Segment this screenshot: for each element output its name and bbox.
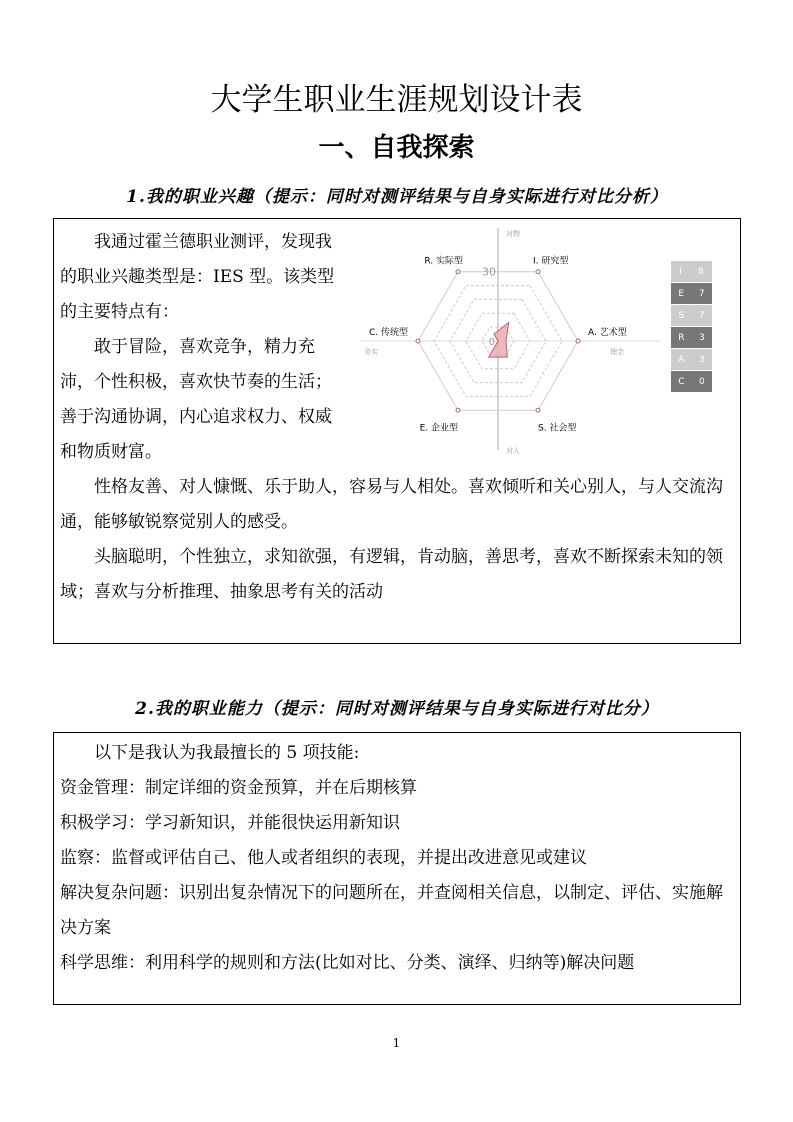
score-box-R [671, 327, 712, 348]
score-box-E [671, 283, 712, 304]
score-code: C [678, 376, 685, 387]
page-title: 大学生职业生涯规划设计表 [210, 82, 583, 118]
score-value: 0 [699, 376, 705, 387]
ability-line: 以下是我认为我最擅长的 5 项技能: [94, 743, 360, 763]
interest-paragraph: 我通过霍兰德职业测评，发现我的职业兴趣类型是：IES 型。该类型的主要特点有： [60, 232, 335, 322]
interest-heading: 1.我的职业兴趣（提示：同时对测评结果与自身实际进行对比分析） [126, 187, 668, 207]
direction-label-right: 理念 [610, 348, 624, 356]
axis-vertex [456, 408, 460, 412]
score-box-A [671, 349, 712, 370]
score-code: A [678, 354, 685, 365]
score-value: 7 [698, 310, 705, 321]
axis-label: I. 研究型 [533, 256, 569, 267]
ability-line: 积极学习：学习新知识，并能很快运用新知识 [60, 813, 400, 833]
axis-vertex [536, 270, 540, 274]
score-code: R [678, 332, 685, 343]
interest-paragraph: 敢于冒险，喜欢竞争，精力充沛，个性积极，喜欢快节奏的生活；善于沟通协调，内心追求权力、权威和物质财富。 [60, 337, 332, 462]
score-value: 7 [698, 288, 705, 299]
score-value: 3 [698, 354, 705, 365]
ability-line: 解决复杂问题：识别出复杂情况下的问题所在，并查阅相关信息，以制定、评估、实施解决方案 [60, 883, 723, 938]
axis-label: E. 企业型 [419, 423, 458, 434]
score-box-S [671, 305, 712, 326]
interest-paragraph: 头脑聪明，个性独立，求知欲强，有逻辑，肯动脑，善思考，喜欢不断探索未知的领域；喜欢与分析推理、抽象思考有关的活动 [60, 547, 723, 602]
ability-box [53, 732, 741, 1005]
ability-line: 科学思维：利用科学的规则和方法(比如对比、分类、演绎、归纳等)解决问题 [60, 953, 635, 973]
holland-radar-chart [360, 220, 660, 460]
tick-label: 0 [488, 337, 495, 348]
axis-label: S. 社会型 [538, 423, 577, 434]
direction-label-bottom: 对人 [506, 447, 520, 455]
score-box-C [671, 371, 712, 392]
axis-vertex [416, 339, 420, 343]
ability-line: 资金管理：制定详细的资金预算，并在后期核算 [60, 778, 417, 798]
axis-vertex [536, 408, 540, 412]
score-value: 8 [698, 266, 704, 277]
ability-heading: 2.我的职业能力（提示：同时对测评结果与自身实际进行对比分） [135, 699, 659, 719]
score-code: E [678, 288, 685, 299]
section-title: 一、自我探索 [318, 133, 475, 163]
interest-paragraph: 性格友善、对人慷慨、乐于助人，容易与人相处。喜欢倾听和关心别人，与人交流沟通，能够敏锐察觉别人的感受。 [60, 477, 723, 532]
direction-label-top: 对物 [506, 230, 520, 238]
score-value: 3 [699, 332, 705, 343]
score-code: S [678, 310, 685, 321]
axis-label: A. 艺术型 [588, 328, 627, 338]
direction-label-left: 务实 [364, 348, 378, 356]
axis-vertex [456, 270, 460, 274]
axis-label: R. 实际型 [424, 256, 463, 267]
score-code: I [679, 266, 682, 277]
page-number: 1 [392, 1036, 401, 1050]
tick-label: 30 [482, 265, 496, 279]
ability-line: 监察：监督或评估自己、他人或者组织的表现，并提出改进意见或建议 [60, 848, 587, 868]
score-box-I [671, 261, 712, 282]
axis-label: C. 传统型 [368, 328, 408, 338]
axis-vertex [576, 339, 580, 343]
